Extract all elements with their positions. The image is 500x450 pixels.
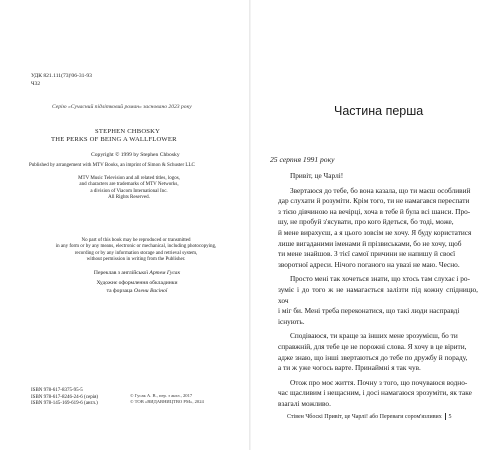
text-line: Привіт, це Чарлі! bbox=[290, 171, 344, 180]
letter-body bbox=[278, 171, 478, 409]
isbn-block bbox=[31, 388, 98, 408]
rights-line: No part of this book may be reproduced or transmitted bbox=[81, 238, 191, 243]
running-footer-text: Стівен Чбоскі Привіт, це Чарлі! або Переваги сором'язливих bbox=[287, 413, 442, 420]
series-note: Серію «Сучасний підлітковий роман» засновано 2023 року bbox=[52, 104, 192, 110]
designer-name: Олени Васіної bbox=[133, 287, 168, 294]
left-page bbox=[0, 0, 249, 450]
text-line: ти мене знайшов. З тієї самої причини не напишу й своєї bbox=[278, 249, 456, 259]
translation-copyright-block bbox=[130, 393, 204, 405]
paragraph bbox=[278, 378, 478, 410]
text-line: дар слухати й розуміти. Крім того, ти не намагався переспати bbox=[278, 196, 470, 206]
isbn-line: ISBN 978-145-169-619-6 (англ.) bbox=[31, 401, 98, 407]
designer-credit bbox=[62, 288, 212, 295]
translator-name: Артем Гусак bbox=[149, 270, 181, 276]
translation-copyright-line: © ТОВ «ВИДАВНИЦТВО РМ», 2024 bbox=[130, 399, 204, 404]
credits-block bbox=[62, 270, 212, 295]
text-line: Отож про моє життя. Почну з того, що почуваюся водно- bbox=[290, 377, 468, 387]
designer-label: та форзаца bbox=[106, 287, 134, 294]
running-footer bbox=[287, 413, 452, 420]
trademark-notice bbox=[64, 176, 194, 202]
rights-line: without permission in writing from the Publisher. bbox=[86, 257, 186, 263]
published-by-line: Published by arrangement with MTV Books, an imprint of Simon & Schuster LLC bbox=[29, 163, 195, 168]
translator-label: Переклав з англійської bbox=[93, 270, 150, 276]
text-line: зуміє і до того ж не намагається залізти під кожну спідницю, хоч bbox=[278, 284, 478, 305]
paragraph bbox=[278, 331, 478, 373]
designer-credit-line1: Художнє оформлення обкладинки bbox=[96, 280, 178, 287]
part-title: Частина перша bbox=[334, 104, 424, 118]
text-line: адже знаю, що інші звертаються до тебе по дружбу й пораду, bbox=[278, 352, 468, 362]
rights-line: in any form or by any means, electronic or mechanical, including photocopying, bbox=[55, 244, 217, 250]
udk-bbk-block bbox=[31, 73, 92, 88]
udk-code: УДК 821.111(73)'06-31-93 bbox=[31, 73, 92, 79]
paragraph bbox=[278, 186, 478, 271]
footer-separator bbox=[445, 413, 446, 420]
trademark-line: and characters are trademarks of MTV Networks, bbox=[79, 182, 179, 188]
text-line: Просто мені так хочеться знати, що хтось там слухає і ро- bbox=[290, 274, 470, 284]
page-number: 5 bbox=[448, 413, 452, 420]
text-line: а ти ж уже чогось варте. Принаймні я так чув. bbox=[278, 363, 421, 373]
text-line: лише вигаданими іменами й прізвиськами, бо не хочу, щоб bbox=[278, 238, 462, 248]
letter-date: 25 серпня 1991 року bbox=[270, 155, 335, 164]
trademark-line: MTV Music Television and all related titles, logos, bbox=[78, 176, 180, 181]
text-line: справжній, для тебе це не порожні слова. Я хочу в це вірити, bbox=[278, 341, 467, 351]
paragraph bbox=[278, 274, 478, 327]
trademark-line: All Rights Reserved. bbox=[108, 195, 150, 201]
text-line: і міг би. Мені треба переконатися, що такі люди насправді bbox=[278, 306, 460, 316]
original-author: STEPHEN CHBOSKY bbox=[95, 128, 161, 135]
original-title: THE PERKS OF BEING A WALLFLOWER bbox=[51, 136, 177, 143]
text-line: зворотної адреси. Нічого поганого на увазі не маю. Чесно. bbox=[278, 259, 460, 269]
text-line: шу, не пробуй з'ясувати, про кого йдеться, бо тоді, може, bbox=[278, 217, 454, 227]
rights-line: recording or by any information storage and retrieval system, bbox=[74, 250, 198, 256]
translator-credit bbox=[62, 270, 212, 277]
text-line: Сподіваюся, ти краще за інших мене зрозумієш, бо ти bbox=[290, 331, 458, 341]
translation-copyright-line: © Гусак А. В., пер. з англ., 2017 bbox=[130, 393, 193, 398]
text-line: час щасливим і нещасним, і досі намагаюся зрозуміти, як таке bbox=[278, 388, 472, 398]
copyright-line: Copyright © 1999 by Stephen Chbosky bbox=[91, 152, 180, 158]
trademark-line: a division of Viacom International Inc. bbox=[90, 188, 168, 194]
text-line: й мене вирахуєш, а я цього зовсім не хочу. Я буду користатися bbox=[278, 227, 472, 237]
text-line: з тією дівчиною на вечірці, хоча в тебе й була всі шанси. Про- bbox=[278, 206, 471, 216]
rights-notice bbox=[51, 238, 221, 264]
bbk-code: Ч32 bbox=[31, 80, 41, 87]
isbn-line: ISBN 978-617-8375-95-5 bbox=[31, 388, 83, 393]
text-line: Звертаюся до тебе, бо вона казала, що ти маєш особливий bbox=[290, 185, 471, 195]
paragraph bbox=[278, 171, 478, 182]
text-line: існують. bbox=[278, 316, 305, 326]
text-line: взагалі можливо. bbox=[278, 398, 331, 408]
isbn-line: ISBN 978-617-8246-24-6 (серія) bbox=[31, 394, 99, 400]
